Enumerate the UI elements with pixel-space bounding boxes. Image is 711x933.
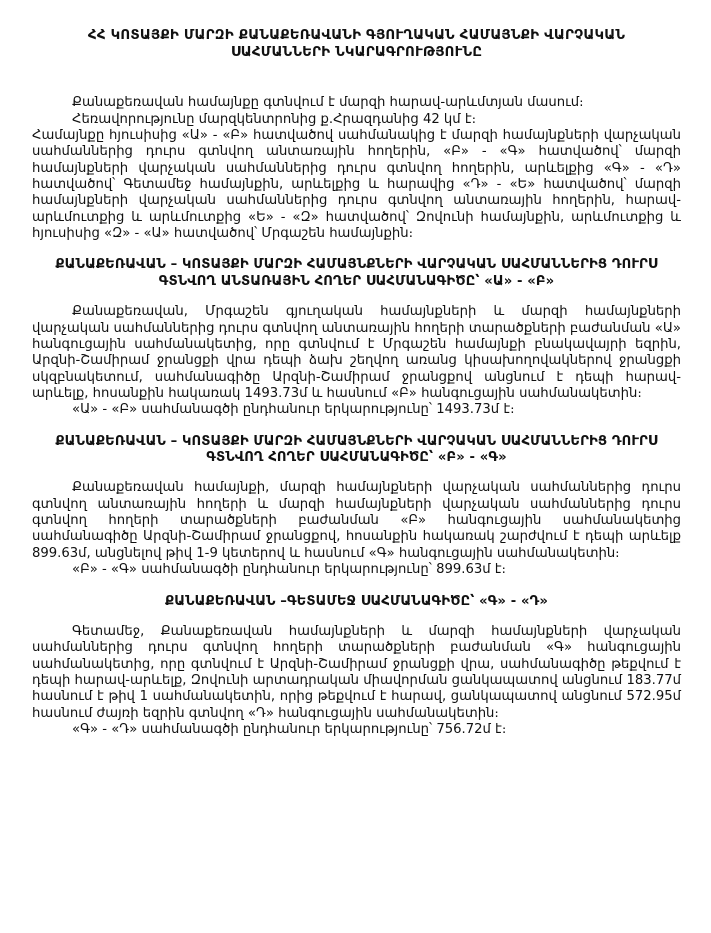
section-heading-g-d: ՔԱՆԱՔԵՌԱՎԱՆ –ԳԵՏԱՄԵՋ ՍԱՀՄԱՆԱԳԻԾԸ՝ «Գ» - «Դ» bbox=[164, 593, 548, 609]
section-body-b-g: Քանաքեռավան համայնքի, մարզի համայնքների վարչական սահմաններից դուրս գտնվող անտառային հողերի և մարզի համայնքների վարչական սահմաններից դուրս գտնվող հողերի տարածքների բաժանման «Բ» հանգուցային սահմանակետից սահմանագիծը Արզնի-Շամիրամ ջրանցքով, հոսանքին հակառակ շարժվում է դեպի արևելք 899.63մ, անցնելով թիվ 1-9 կետերով և հասնում «Գ» հանգուցային սահմանակետին։ bbox=[32, 480, 681, 561]
section-summary-a-b: «Ա» - «Բ» սահմանագծի ընդհանուր երկարությունը՝ 1493.73մ է։ bbox=[72, 402, 515, 418]
intro-paragraph-location: Քանաքեռավան համայնքը գտնվում է մարզի հարավ-արևմտյան մասում։ bbox=[72, 95, 584, 111]
section-heading-b-g: ՔԱՆԱՔԵՌԱՎԱՆ – ԿՈՏԱՅՔԻ ՄԱՐԶԻ ՀԱՄԱՅՆՔՆԵՐԻ ՎԱՐՉԱԿԱՆ ՍԱՀՄԱՆՆԵՐԻՑ ԴՈՒՐՍ ԳՏՆՎՈՂ ՀՈՂԵՐ ՍԱՀՄԱՆԱԳԻԾԸ՝ «Բ» - «Գ» bbox=[55, 433, 658, 466]
section-summary-g-d: «Գ» - «Դ» սահմանագծի ընդհանուր երկարությունը՝ 756.72մ է։ bbox=[72, 722, 507, 738]
document-title: ՀՀ ԿՈՏԱՅՔԻ ՄԱՐԶԻ ՔԱՆԱՔԵՌԱՎԱՆԻ ԳՅՈՒՂԱԿԱՆ ՀԱՄԱՅՆՔԻ ՎԱՐՉԱԿԱՆ ՍԱՀՄԱՆՆԵՐԻ ՆԿԱՐԱԳՐՈՒԹՅՈՒՆԸ bbox=[87, 28, 626, 60]
section-heading-a-b: ՔԱՆԱՔԵՌԱՎԱՆ – ԿՈՏԱՅՔԻ ՄԱՐԶԻ ՀԱՄԱՅՆՔՆԵՐԻ ՎԱՐՉԱԿԱՆ ՍԱՀՄԱՆՆԵՐԻՑ ԴՈՒՐՍ ԳՏՆՎՈՂ ԱՆՏԱՌԱՅԻՆ ՀՈՂԵՐ ՍԱՀՄԱՆԱԳԻԾԸ՝ «Ա» - «Բ» bbox=[55, 257, 658, 289]
section-body-a-b: Քանաքեռավան, Մրգաշեն գյուղական համայնքների և մարզի համայնքների վարչական սահմաններից դուրս գտնվող անտառային հողերի տարածքների բաժանման «Ա» հանգուցային սահմանակետից, որը գտնվում է Մրգաշեն համայնքի բնակավայրի եզրին, Արզնի-Շամիրամ ջրանցքի վրա դեպի ձախ շեղվող առանց կիսախողովակներով ջրանցքի սկզբնակետում, սահմանագիծը Արզնի-Շամիրամ ջրանցքով անցնում է դեպի հարավ-արևելք, հոսանքին հակառակ 1493.73մ և հասնում «Բ» հանգուցային սահմանակետին։ bbox=[32, 304, 681, 401]
section-body-g-d: Գետամեջ, Քանաքեռավան համայնքների և մարզի համայնքների վարչական սահմաններից դուրս գտնվող հողերի տարածքների բաժանման «Գ» հանգուցային սահմանակետից, որը գտնվում է Արզնի-Շամիրամ ջրանցքի վրա, սահմանագիծը թեքվում է դեպի հարավ-արևելք, Զովունի արտադրական միավորման ցանկապատով անցնում 183.77մ հասնում է թիվ 1 սահմանակետին, որից թեքվում է հարավ, ցանկապատով անցնում 572.95մ հասնում ժայռի եզրին գտնվող «Դ» հանգուցային սահմանակետին։ bbox=[32, 623, 681, 721]
intro-paragraph-distance: Հեռավորությունը մարզկենտրոնից ք.Հրազդանից 42 կմ է։ bbox=[72, 111, 477, 127]
intro-paragraph-borders: Համայնքը հյուսիսից «Ա» - «Բ» հատվածով սահմանակից է մարզի համայնքների վարչական սահմաններից դուրս գտնվող անտառային հողերին, «Բ» - «Գ» հատվածով՝ մարզի համայնքների վարչական սահմաններից դուրս գտնվող հողերին, արևելքից «Գ» - «Դ» հատվածով՝ Գետամեջ համայնքին, արևելքից և հարավից «Դ» - «Ե» հատվածով՝ մարզի համայնքների վարչական սահմաններից դուրս գտնվող անտառային հողերին, հարավ-արևմուտքից և արևմուտքից «Ե» - «Զ» հատվածով՝ Զովունի համայնքին, արևմուտքից և հյուսիսից «Զ» - «Ա» հատվածով՝ Մրգաշեն համայնքին։ bbox=[32, 127, 681, 242]
section-summary-b-g: «Բ» - «Գ» սահմանագծի ընդհանուր երկարությունը՝ 899.63մ է։ bbox=[72, 562, 507, 578]
